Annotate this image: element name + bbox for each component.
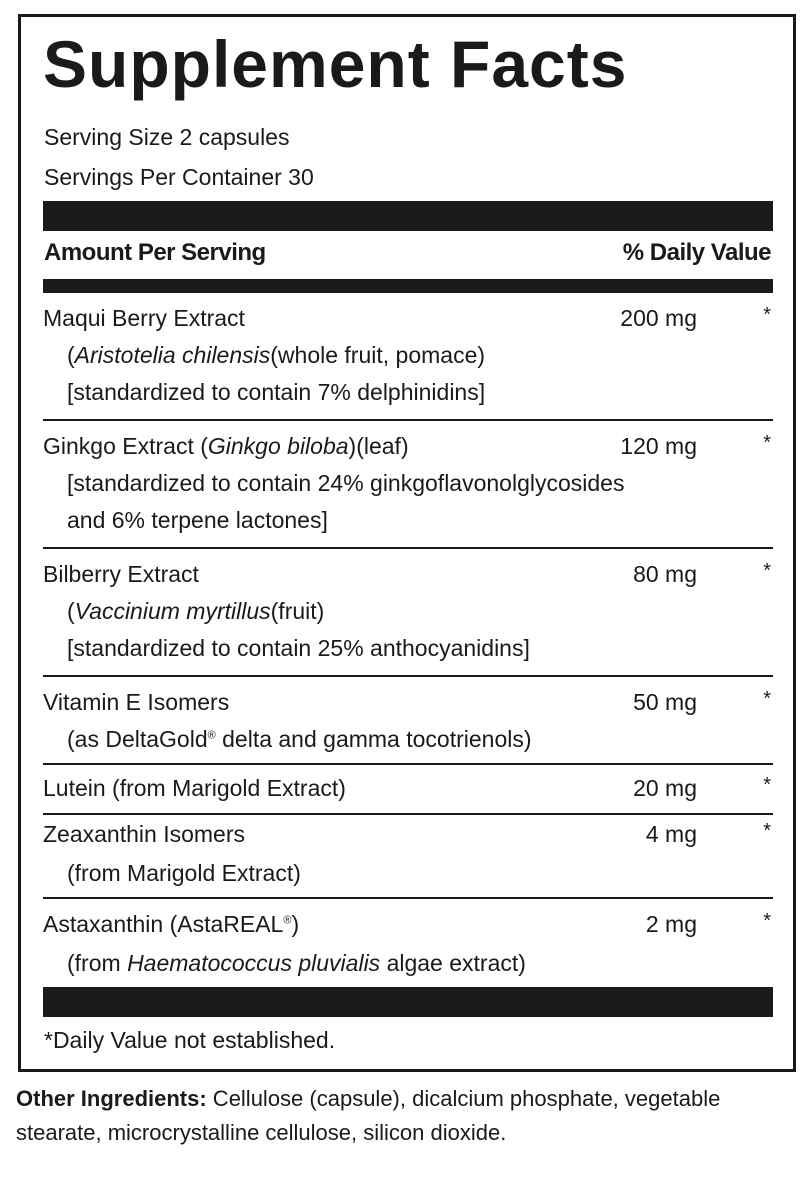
nutrient-amount: 120 mg [620, 433, 697, 459]
row-divider [43, 675, 773, 677]
daily-value-asterisk: * [763, 688, 771, 710]
nutrient-standardization: [standardized to contain 24% ginkgoflavonolglycosides [67, 470, 625, 496]
nutrient-standardization: [standardized to contain 25% anthocyanidins] [67, 635, 530, 661]
daily-value-asterisk: * [763, 910, 771, 932]
panel-title: Supplement Facts [43, 27, 628, 101]
nutrient-name: Bilberry Extract [43, 561, 199, 587]
nutrient-source: (Aristotelia chilensis(whole fruit, pomace) [67, 342, 486, 368]
nutrient-amount: 20 mg [633, 775, 697, 801]
nutrient-amount: 2 mg [645, 911, 697, 937]
nutrient-name: Ginkgo Extract (Ginkgo biloba)(leaf) [43, 433, 409, 459]
row-divider [43, 763, 773, 765]
thick-divider-bottom [43, 987, 773, 1017]
nutrient-source: (from Marigold Extract) [67, 860, 301, 886]
nutrient-amount: 4 mg [645, 821, 697, 847]
servings-per-container: Servings Per Container 30 [44, 164, 314, 190]
supplement-facts-panel [18, 14, 796, 1072]
nutrient-name: Vitamin E Isomers [43, 689, 230, 715]
amount-per-serving-header: Amount Per Serving [44, 239, 266, 266]
thick-divider-top [43, 201, 773, 231]
other-ingredients-label: Other Ingredients: [16, 1086, 207, 1111]
nutrient-standardization: [standardized to contain 7% delphinidins] [67, 379, 486, 405]
medium-divider [43, 279, 773, 293]
daily-value-header: % Daily Value [622, 239, 771, 266]
serving-size: Serving Size 2 capsules [44, 124, 290, 150]
nutrient-source: (as DeltaGold® delta and gamma tocotrienols) [67, 726, 532, 752]
nutrient-source: (from Haematococcus pluvialis algae extract) [67, 950, 526, 976]
nutrient-amount: 200 mg [620, 305, 697, 331]
row-divider [43, 897, 773, 899]
nutrient-amount: 50 mg [633, 689, 697, 715]
daily-value-asterisk: * [763, 774, 771, 796]
daily-value-asterisk: * [763, 560, 771, 582]
nutrient-amount: 80 mg [633, 561, 697, 587]
daily-value-asterisk: * [763, 304, 771, 326]
daily-value-asterisk: * [763, 820, 771, 842]
row-divider [43, 419, 773, 421]
daily-value-footnote: *Daily Value not established. [44, 1027, 336, 1053]
nutrient-standardization-cont: and 6% terpene lactones] [67, 507, 328, 533]
nutrient-name: Zeaxanthin Isomers [43, 821, 245, 847]
row-divider [43, 813, 773, 815]
row-divider [43, 547, 773, 549]
other-ingredients-text: Cellulose (capsule), dicalcium phosphate, vegetable stearate, microcrystalline cellulose, silicon dioxide. [16, 1086, 721, 1145]
daily-value-asterisk: * [763, 432, 771, 454]
nutrient-name: Astaxanthin (AstaREAL®) [43, 911, 300, 937]
nutrient-source: (Vaccinium myrtillus(fruit) [67, 598, 325, 624]
other-ingredients [16, 1082, 796, 1150]
nutrient-name: Maqui Berry Extract [43, 305, 245, 331]
nutrient-name: Lutein (from Marigold Extract) [43, 775, 346, 801]
